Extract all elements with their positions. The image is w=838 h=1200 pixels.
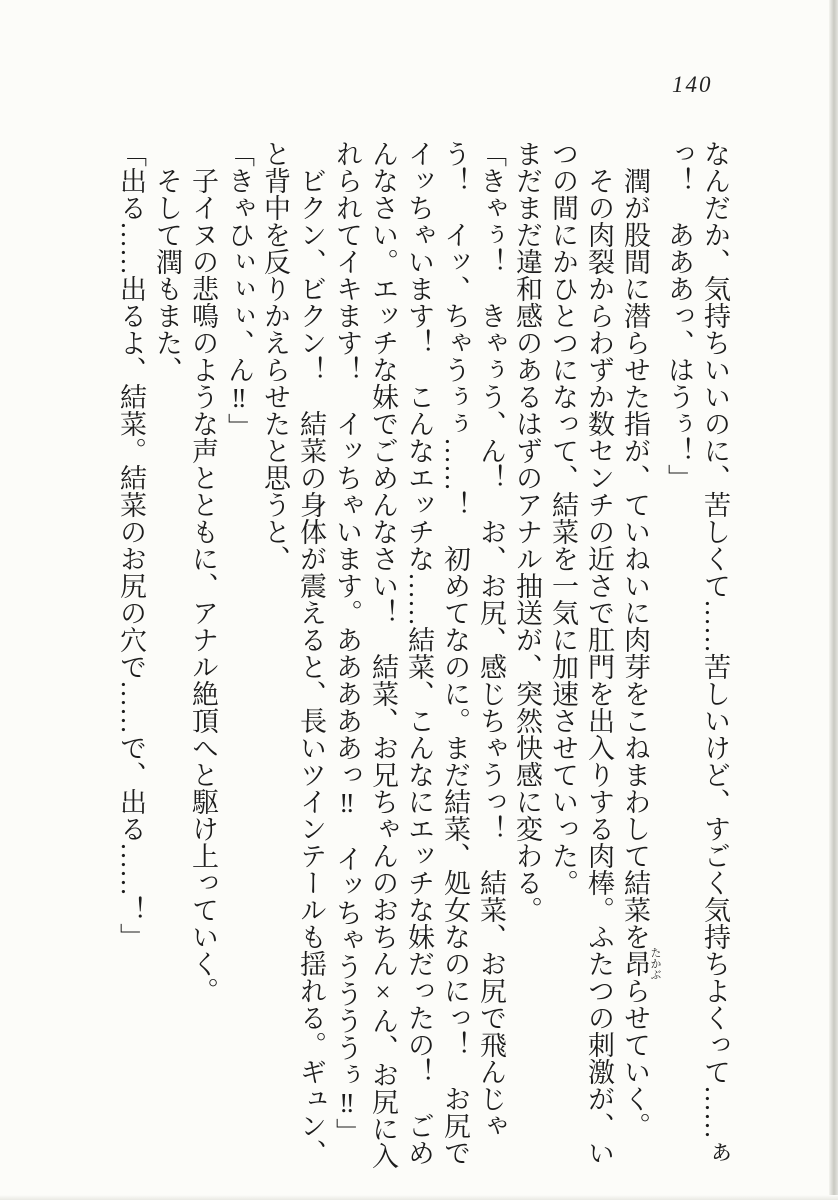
furigana: 昂 たかぶ — [620, 947, 661, 980]
text-column: イッちゃいます！ こんなエッチな……結菜、こんなにエッチな妹だったの！ ごめ — [404, 140, 434, 1166]
page-number: 140 — [672, 72, 713, 97]
text-column: 「きゃぅ！ きゃぅう、ん！ お、お尻、感じちゃうっ！ 結菜、お尻で飛んじゃ — [476, 140, 506, 1139]
text-column: まだまだ違和感のあるはずのアナル抽送が、突然快感に変わる。 — [512, 140, 542, 923]
text-block — [116, 140, 733, 1180]
text-column: その肉裂からわずか数センチの近さで肛門を出入りする肉棒。ふたつの刺激が、い — [584, 167, 614, 1166]
text-column: 「出る……出るよ、結菜。結菜のお尻の穴で……で、出る……！」 — [116, 140, 146, 950]
text-column: 潤が股間に潜らせた指が、ていねいに肉芽をこねまわして結菜を昂 たかぶらせていく。 — [620, 167, 661, 1139]
text-column: と背中を反りかえらせたと思うと、 — [260, 140, 290, 572]
page-bottom-shadow — [0, 1195, 838, 1200]
text-column: んなさい。エッチな妹でごめんなさい！ 結菜、お兄ちゃんのおちん×ん、お尻に入 — [368, 140, 398, 1169]
text-column: 子イヌの悲鳴のような声とともに、アナル絶頂へと駆け上っていく。 — [188, 167, 218, 1004]
text-column: そして潤もまた、 — [152, 167, 182, 383]
text-column: 「きゃひぃぃぃ、ん‼」 — [224, 140, 254, 440]
text-column: つの間にかひとつになって、結菜を一気に加速させていった。 — [548, 140, 578, 896]
text-column: う！ イッ、ちゃうぅぅ……！ 初めてなのに。まだ結菜、処女なのにっ！ お尻で — [440, 140, 470, 1166]
text-column: ビクン、ビクン！ 結菜の身体が震えると、長いツインテールも揺れる。ギュン、 — [296, 167, 326, 1166]
text-column: っ！ あああっ、はうぅ！」 — [664, 140, 694, 491]
text-column: れられてイキます！ イッちゃいます。あああああっ‼ イッちゃううううぅ‼」 — [332, 140, 362, 1145]
page-edge-shadow — [829, 0, 838, 1200]
text-column: なんだか、気持ちいいのに、苦しくて……苦しいけど、すごく気持ちよくって……ぁ — [700, 140, 730, 1166]
